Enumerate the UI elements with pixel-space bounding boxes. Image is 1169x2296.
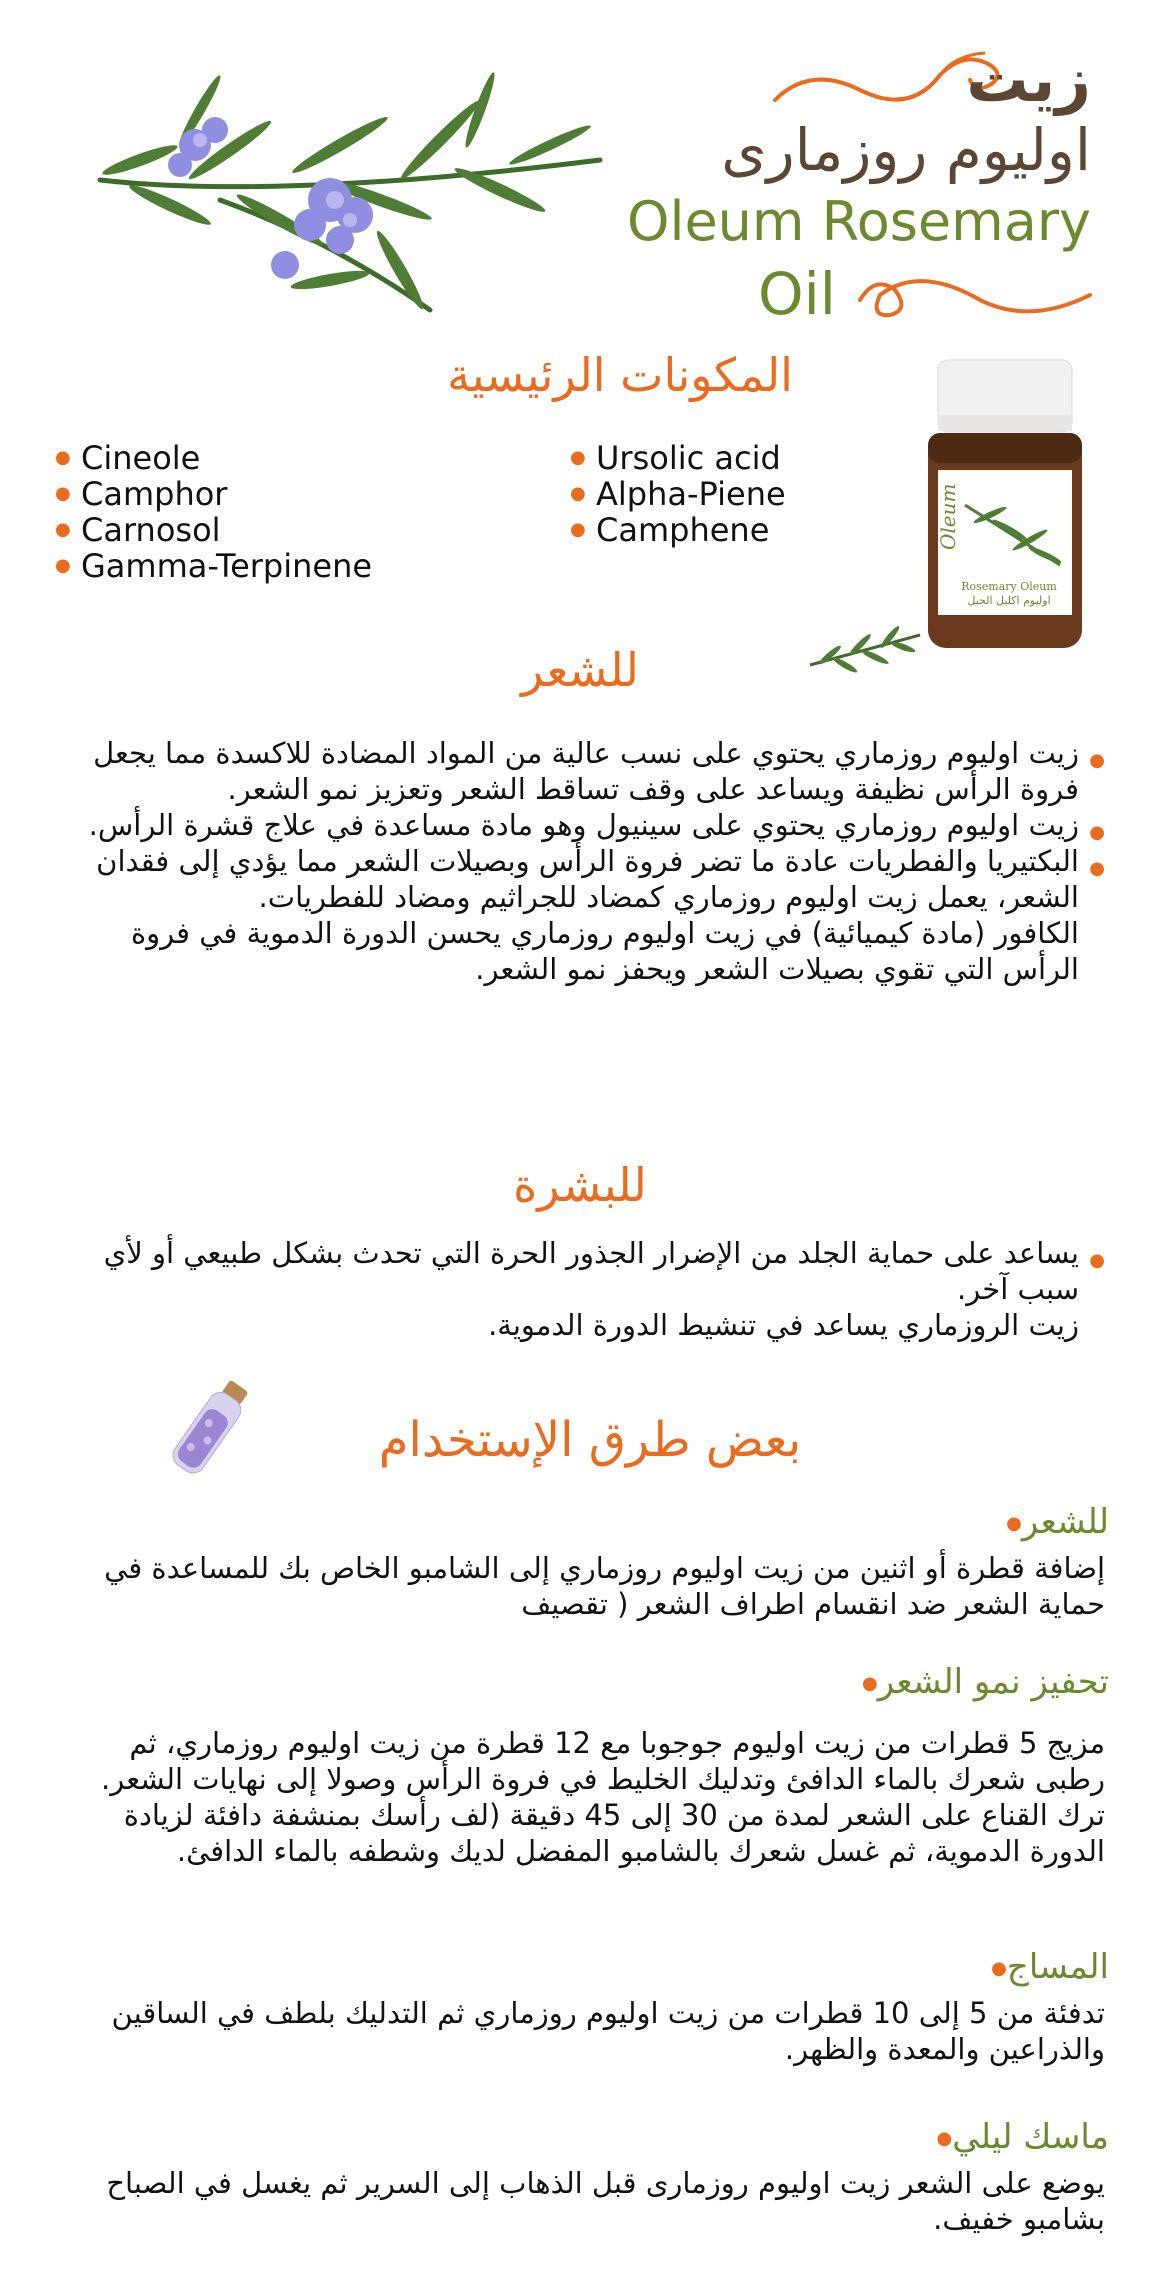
bullet-icon: ● (936, 2127, 953, 2149)
usage-growth-body: مزيج 5 قطرات من زيت اوليوم جوجوبا مع 12 قطرة من زيت اوليوم روزماري، ثم رطبى شعرك بالماء الدافئ وتدليك الخليط في فروة الرأس وصولا إلى نهايات الشعر. ترك القناع على الشعر لمدة من 30 إلى 45 دقيقة (لف رأسك بمنشفة دافئة لزيادة الدورة الدموية، ثم غسل شعرك بالشامبو المفضل لديك وشطفه بالماء الدافئ. (101, 1726, 1105, 1868)
usage-hair-heading (998, 1500, 1109, 1546)
small-sprig-image (805, 615, 925, 685)
bullet-icon: ● (1089, 750, 1105, 771)
component-item: ● Cineole (55, 440, 485, 476)
bullet-icon: ● (1089, 1250, 1105, 1271)
hair-benefit-item (60, 807, 1105, 843)
lavender-vial-image (160, 1375, 260, 1485)
rosemary-sprig-image (80, 50, 620, 330)
title-english-line2: Oil (758, 260, 836, 328)
usage-heading-text: ماسك ليلي (952, 2117, 1109, 2157)
skin-benefits (60, 1235, 1105, 1343)
components-title: المكونات الرئيسية (447, 348, 793, 402)
component-item: ● Gamma-Terpinene (55, 548, 485, 584)
hair-benefit-item (60, 735, 1105, 807)
usage-massage-heading (983, 1945, 1109, 1991)
component-item: ● Camphene (570, 512, 900, 548)
title-arabic-line2: اوليوم روزمارى (721, 116, 1091, 184)
component-item: ● Ursolic acid (570, 440, 900, 476)
hair-benefit-item (60, 843, 1105, 915)
hair-section-title: للشعر (521, 643, 639, 697)
usage-nightmask-heading (929, 2115, 1109, 2161)
usage-heading-text: المساج (1006, 1947, 1109, 1987)
component-item: ● Alpha-Piene (570, 476, 900, 512)
title-arabic-line1: زيت (966, 43, 1091, 116)
hair-benefit-text: البكتيريا والفطريات عادة ما تضر فروة الرأس وبصيلات الشعر مما يؤدي إلى فقدان الشعر، يعمل زيت اوليوم روزماري كمضاد للجراثيم ومضاد للفطريات. (96, 844, 1079, 914)
bullet-icon: ● (1089, 858, 1105, 879)
hair-extra-text: الكافور (مادة كيميائية) في زيت اوليوم روزماري يحسن الدورة الدموية في فروة الرأس التي تقوي بصيلات الشعر ويحفز نمو الشعر. (130, 916, 1079, 986)
decorative-swirl-bottom (850, 255, 1100, 335)
hair-benefit-text: زيت اوليوم روزماري يحتوي على نسب عالية من المواد المضادة للاكسدة مما يجعل فروة الرأس نظيفة ويساعد على وقف تساقط الشعر وتعزيز نمو الشعر. (93, 736, 1079, 806)
hair-benefits (60, 735, 1105, 987)
title-english-line1: Oleum Rosemary (626, 190, 1091, 253)
usage-nightmask-body: يوضع على الشعر زيت اوليوم روزمارى قبل الذهاب إلى السرير ثم يغسل في الصباح بشامبو خفيف. (106, 2166, 1105, 2236)
usage-growth-heading (854, 1660, 1109, 1706)
usage-section-title: بعض طرق الإستخدام (378, 1412, 802, 1468)
components-list-left (55, 440, 485, 584)
bottle-label-line2: اوليوم اكليل الجبل (967, 594, 1051, 607)
bullet-icon: ● (1006, 1512, 1022, 1534)
product-bottle-image (920, 355, 1090, 655)
bottle-label-line1: Rosemary Oleum (961, 580, 1057, 593)
usage-heading-text: تحفيز نمو الشعر (877, 1662, 1109, 1702)
skin-section-title: للبشرة (513, 1158, 647, 1212)
bullet-icon: ● (991, 1957, 1007, 1979)
skin-extra-text: زيت الروزماري يساعد في تنشيط الدورة الدموية. (488, 1308, 1079, 1342)
components-list-right (570, 440, 900, 548)
usage-massage-body: تدفئة من 5 إلى 10 قطرات من زيت اوليوم روزماري ثم التدليك بلطف في الساقين والذراعين والمعدة والظهر. (111, 1996, 1105, 2066)
skin-benefit-item (60, 1235, 1105, 1307)
bullet-icon: ● (862, 1672, 878, 1694)
component-item: ● Carnosol (55, 512, 485, 548)
bullet-icon: ● (1089, 822, 1105, 843)
bottle-brand: Oleum (936, 483, 960, 550)
skin-benefit-text: يساعد على حماية الجلد من الإضرار الجذور الحرة التي تحدث بشكل طبيعي أو لأي سبب آخر. (103, 1236, 1079, 1306)
hair-benefit-text: زيت اوليوم روزماري يحتوي على سينيول وهو مادة مساعدة في علاج قشرة الرأس. (88, 808, 1079, 842)
usage-hair-body: إضافة قطرة أو اثنين من زيت اوليوم روزماري إلى الشامبو الخاص بك للمساعدة في حماية الشعر ضد انقسام اطراف الشعر ( تقصيف (104, 1551, 1105, 1621)
usage-heading-text: للشعر (1021, 1502, 1109, 1542)
bottle-volume: 30 ml e (992, 608, 1026, 618)
component-item: ● Camphor (55, 476, 485, 512)
